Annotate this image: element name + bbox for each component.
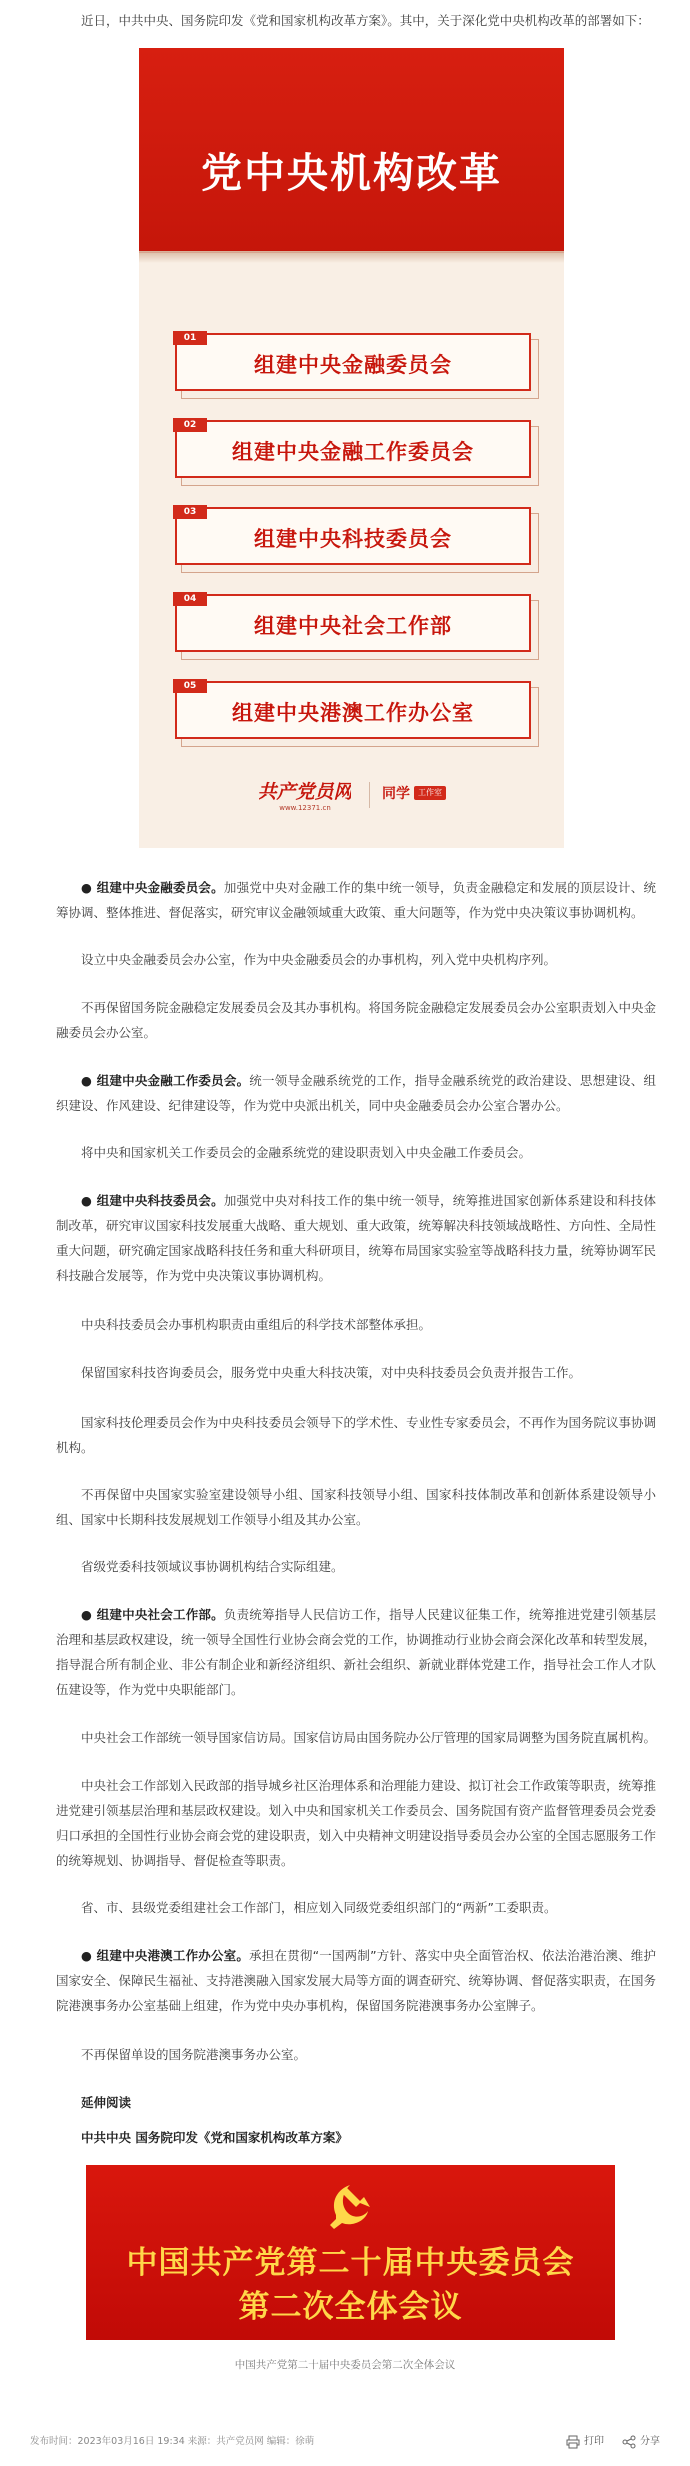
poster-item-label: 组建中央科技委员会 bbox=[254, 527, 452, 551]
paragraph-2: 设立中央金融委员会办公室，作为中央金融委员会的办事机构，列入党中央机构序列。 bbox=[81, 952, 557, 967]
logo-url: www.12371.cn bbox=[279, 804, 331, 812]
paragraph-9: 国家科技伦理委员会作为中央科技委员会领导下的学术性、专业性专家委员会，不再作为国务院议事协调机构。 bbox=[56, 1415, 657, 1455]
paragraph-11: 省级党委科技领域议事协调机构结合实际组建。 bbox=[81, 1559, 344, 1574]
poster-footer bbox=[139, 768, 564, 828]
paragraph-17: 不再保留单设的国务院港澳事务办公室。 bbox=[81, 2047, 307, 2062]
paragraph-lead: ● 组建中央金融委员会。 bbox=[81, 880, 224, 895]
paragraph-lead: ● 组建中央港澳工作办公室。 bbox=[81, 1948, 250, 1963]
paragraph-10: 不再保留中央国家实验室建设领导小组、国家科技领导小组、国家科技体制改革和创新体系建设领导小组、国家中长期科技发展规划工作领导小组及其办公室。 bbox=[56, 1487, 656, 1527]
share-icon bbox=[622, 2435, 636, 2449]
paragraph-16: ● 组建中央港澳工作办公室。承担在贯彻“一国两制”方针、落实中央全面管治权、依法治港治澳、维护国家安全、保障民生福祉、支持港澳融入国家发展大局等方面的调查研究、统筹协调、督促落实职责，在国务院港澳事务办公室基础上组建，作为党中央办事机构，保留国务院港澳事务办公室牌子。 bbox=[56, 1948, 657, 2013]
article-footer bbox=[30, 2430, 660, 2454]
footer-actions bbox=[566, 2430, 660, 2454]
reform-poster bbox=[139, 48, 564, 848]
poster-title: 党中央机构改革 bbox=[201, 149, 502, 197]
poster-item-number: 03 bbox=[173, 505, 207, 519]
logo-text: 共产党员网 bbox=[259, 781, 351, 803]
paragraph-8: 保留国家科技咨询委员会，服务党中央重大科技决策，对中央科技委员会负责并报告工作。 bbox=[81, 1365, 582, 1380]
paragraph-15: 省、市、县级党委组建社会工作部门，相应划入同级党委组织部门的“两新”工委职责。 bbox=[81, 1900, 557, 1915]
poster-item-number: 02 bbox=[173, 418, 207, 432]
poster-item-number: 04 bbox=[173, 592, 207, 606]
paragraph-5: 将中央和国家机关工作委员会的金融系统党的建设职责划入中央金融工作委员会。 bbox=[81, 1145, 532, 1160]
brand-badge: 工作室 bbox=[414, 786, 446, 800]
poster-item-label: 组建中央港澳工作办公室 bbox=[232, 701, 474, 725]
printer-icon bbox=[566, 2435, 580, 2449]
poster-item-4 bbox=[175, 594, 535, 652]
logo-divider bbox=[369, 782, 370, 808]
paragraph-lead: ● 组建中央金融工作委员会。 bbox=[81, 1073, 250, 1088]
poster-item-2 bbox=[175, 420, 535, 478]
poster-item-label: 组建中央金融工作委员会 bbox=[232, 440, 474, 464]
paragraph-lead: ● 组建中央科技委员会。 bbox=[81, 1193, 224, 1208]
party-emblem-icon bbox=[322, 2177, 378, 2233]
poster-item-label: 组建中央金融委员会 bbox=[254, 353, 452, 377]
poster-item-1 bbox=[175, 333, 535, 391]
poster-item-number: 01 bbox=[173, 331, 207, 345]
poster-item-number: 05 bbox=[173, 679, 207, 693]
paragraph-3: 不再保留国务院金融稳定发展委员会及其办事机构。将国务院金融稳定发展委员会办公室职责划入中央金融委员会办公室。 bbox=[56, 1000, 657, 1040]
intro-paragraph: 近日，中共中央、国务院印发《党和国家机构改革方案》。其中，关于深化党中央机构改革的部署如下： bbox=[81, 13, 650, 28]
paragraph-7: 中央科技委员会办事机构职责由重组后的科学技术部整体承担。 bbox=[81, 1317, 432, 1332]
paragraph-4: ● 组建中央金融工作委员会。统一领导金融系统党的工作，指导金融系统党的政治建设、思想建设、组织建设、作风建设、纪律建设等，作为党中央派出机关，同中央金融委员会办公室合署办公。 bbox=[56, 1073, 656, 1113]
share-button[interactable] bbox=[622, 2430, 660, 2454]
banner-title-line2: 第二次全体会议 bbox=[238, 2289, 463, 2325]
paragraph-12: ● 组建中央社会工作部。负责统筹指导人民信访工作，指导人民建议征集工作，统筹推进党建引领基层治理和基层政权建设，统一领导全国性行业协会商会党的工作，协调推动行业协会商会深化改革和转型发展，指导混合所有制企业、非公有制企业和新经济组织、新社会组织、新就业群体党建工作，指导社会工作人才队伍建设等，作为党中央职能部门。 bbox=[56, 1607, 657, 1697]
banner-title-line1: 中国共产党第二十届中央委员会 bbox=[126, 2245, 575, 2281]
paragraph-6: ● 组建中央科技委员会。加强党中央对科技工作的集中统一领导，统筹推进国家创新体系建设和科技体制改革，研究审议国家科技发展重大战略、重大规划、重大政策，统筹解决科技领域战略性、方向性、全局性重大问题，研究确定国家战略科技任务和重大科研项目，统筹布局国家实验室等战略科技力量，统筹协调军民科技融合发展等，作为党中央决策议事协调机构。 bbox=[56, 1193, 657, 1283]
paragraph-13: 中央社会工作部统一领导国家信访局。国家信访局由国务院办公厅管理的国家局调整为国务院直属机构。 bbox=[81, 1730, 657, 1745]
print-label: 打印 bbox=[584, 2436, 604, 2447]
further-reading-link[interactable]: 中共中央 国务院印发《党和国家机构改革方案》 bbox=[81, 2130, 348, 2145]
banner-caption: 中国共产党第二十届中央委员会第二次全体会议 bbox=[234, 2359, 456, 2371]
brand-name: 同学 bbox=[382, 786, 410, 802]
paragraph-14: 中央社会工作部划入民政部的指导城乡社区治理体系和治理能力建设、拟订社会工作政策等职责，统筹推进党建引领基层治理和基层政权建设。划入中央和国家机关工作委员会、国务院国有资产监督管理委员会党委归口承担的全国性行业协会商会党的建设职责，划入中央精神文明建设指导委员会办公室的全国志愿服务工作的统筹规划、协调指导、督促检查等职责。 bbox=[56, 1778, 657, 1868]
poster-item-5 bbox=[175, 681, 535, 739]
paragraph-1: ● 组建中央金融委员会。加强党中央对金融工作的集中统一领导，负责金融稳定和发展的顶层设计、统筹协调、整体推进、督促落实，研究审议金融领域重大政策、重大问题等，作为党中央决策议事协调机构。 bbox=[56, 880, 656, 920]
further-reading-heading: 延伸阅读 bbox=[81, 2095, 132, 2110]
poster-item-label: 组建中央社会工作部 bbox=[254, 614, 452, 638]
publish-meta: 发布时间：2023年03月16日 19:34 来源：共产党员网 编辑：徐萌 bbox=[30, 2436, 315, 2447]
share-label: 分享 bbox=[640, 2436, 660, 2447]
print-button[interactable] bbox=[566, 2430, 604, 2454]
plenary-banner bbox=[86, 2165, 615, 2340]
paragraph-lead: ● 组建中央社会工作部。 bbox=[81, 1607, 224, 1622]
poster-item-3 bbox=[175, 507, 535, 565]
